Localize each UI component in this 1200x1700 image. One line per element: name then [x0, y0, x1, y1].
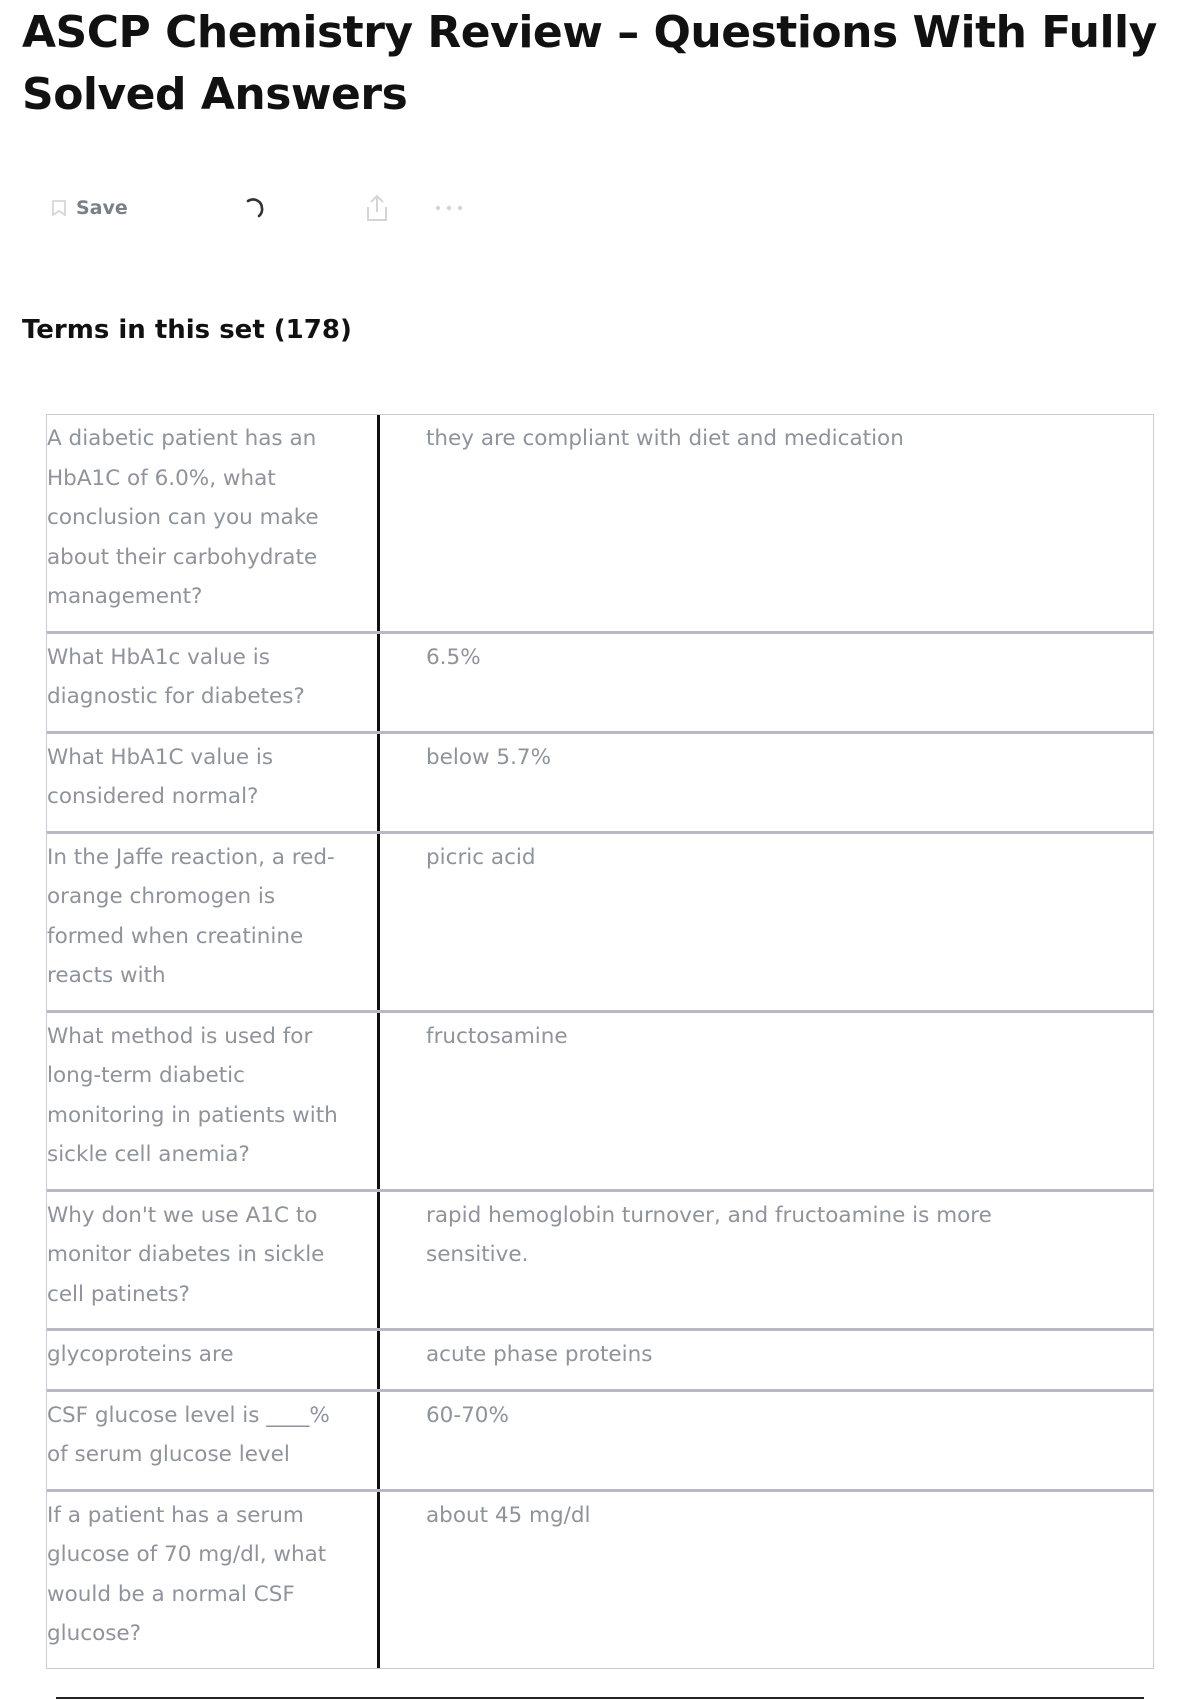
term-text: In the Jaffe reaction, a red-orange chromogen is formed when creatinine reacts with	[47, 834, 380, 1010]
definition-text: below 5.7%	[426, 744, 552, 770]
term-row[interactable]	[47, 734, 1153, 834]
term-row[interactable]	[47, 1192, 1153, 1332]
term-text: What method is used for long-term diabetic monitoring in patients with sickle cell anemia?	[47, 1013, 380, 1189]
term-row[interactable]	[47, 1013, 1153, 1192]
term-row[interactable]	[47, 634, 1153, 734]
term-row[interactable]	[47, 1392, 1153, 1492]
definition-text: about 45 mg/dl	[426, 1502, 591, 1528]
page-title: ASCP Chemistry Review – Questions With Fully Solved Answers	[22, 7, 1157, 120]
definition-text: fructosamine	[426, 1023, 568, 1049]
definition-text: rapid hemoglobin turnover, and fructoamine is more sensitive.	[426, 1202, 992, 1267]
term-row[interactable]	[47, 415, 1153, 634]
term-text: glycoproteins are	[47, 1331, 380, 1389]
term-text: What HbA1c value is diagnostic for diabetes?	[47, 634, 380, 731]
more-icon	[434, 204, 464, 212]
term-row[interactable]	[47, 834, 1153, 1013]
term-text: Why don't we use A1C to monitor diabetes in sickle cell patinets?	[47, 1192, 380, 1329]
set-toolbar	[52, 188, 492, 228]
loading-spinner-icon	[242, 195, 268, 221]
bookmark-icon	[52, 200, 66, 216]
save-button[interactable]	[52, 188, 128, 228]
term-row[interactable]	[47, 1331, 1153, 1392]
page-divider	[56, 1697, 1144, 1699]
terms-count-heading: Terms in this set (178)	[22, 315, 352, 345]
term-text: A diabetic patient has an HbA1C of 6.0%, what conclusion can you make about their carbohydrate management?	[47, 415, 380, 631]
definition-text: picric acid	[426, 844, 536, 870]
save-label: Save	[76, 197, 128, 219]
term-text: What HbA1C value is considered normal?	[47, 734, 380, 831]
definition-text: 60-70%	[426, 1402, 509, 1428]
term-text: If a patient has a serum glucose of 70 mg/dl, what would be a normal CSF glucose?	[47, 1492, 380, 1668]
term-row[interactable]	[47, 1492, 1153, 1668]
share-icon	[364, 193, 390, 223]
definition-text: 6.5%	[426, 644, 481, 670]
definition-text: they are compliant with diet and medication	[426, 426, 904, 451]
terms-list	[46, 414, 1154, 1669]
term-text: CSF glucose level is ____% of serum glucose level	[47, 1392, 380, 1489]
more-options-button[interactable]	[434, 188, 464, 228]
definition-text: acute phase proteins	[426, 1342, 653, 1367]
loading-indicator	[242, 188, 268, 228]
share-button[interactable]	[364, 188, 390, 228]
